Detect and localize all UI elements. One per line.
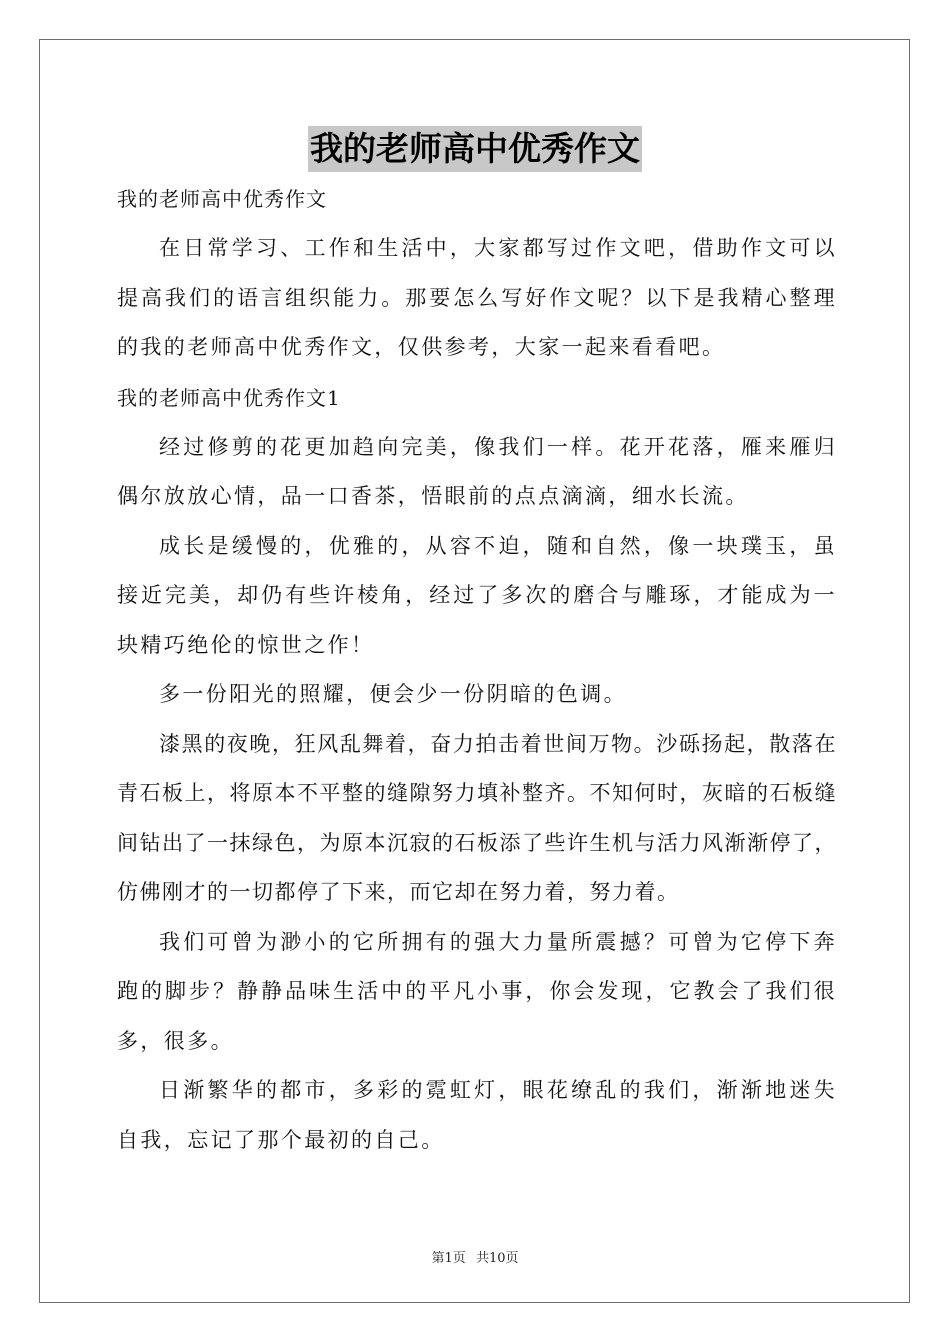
page-footer — [0, 1247, 950, 1266]
document-body — [117, 174, 837, 1165]
intro-paragraph: 在日常学习、工作和生活中，大家都写过作文吧，借助作文可以提高我们的语言组织能力。那要怎么写好作文呢？以下是我精心整理的我的老师高中优秀作文，仅供参考，大家一起来看看吧。 — [117, 236, 837, 359]
paragraph-4: 漆黑的夜晚，狂风乱舞着，奋力拍击着世间万物。沙砾扬起，散落在青石板上，将原本不平整的缝隙努力填补整齐。不知何时，灰暗的石板缝间钻出了一抹绿色，为原本沉寂的石板添了些许生机与活力风渐渐停了，仿佛刚才的一切都停了下来，而它却在努力着，努力着。 — [117, 731, 837, 904]
page-number: 第1页 — [431, 1251, 466, 1266]
paragraph-6: 日渐繁华的都市，多彩的霓虹灯，眼花缭乱的我们，渐渐地迷失自我，忘记了那个最初的自己。 — [117, 1078, 837, 1152]
title-container — [0, 126, 950, 172]
section-heading: 我的老师高中优秀作文1 — [117, 385, 341, 410]
paragraph-3: 多一份阳光的照耀，便会少一份阴暗的色调。 — [159, 682, 627, 706]
paragraph-5: 我们可曾为渺小的它所拥有的强大力量所震撼？可曾为它停下奔跑的脚步？静静品味生活中的平凡小事，你会发现，它教会了我们很多，很多。 — [117, 929, 837, 1053]
page-total: 共10页 — [475, 1251, 519, 1266]
paragraph-1: 经过修剪的花更加趋向完美，像我们一样。花开花落，雁来雁归偶尔放放心情，品一口香茶，悟眼前的点点滴滴，细水长流。 — [117, 434, 837, 508]
document-title: 我的老师高中优秀作文 — [308, 126, 642, 172]
document-subtitle: 我的老师高中优秀作文 — [117, 187, 327, 211]
paragraph-2: 成长是缓慢的，优雅的，从容不迫，随和自然，像一块璞玉，虽接近完美，却仍有些许棱角，经过了多次的磨合与雕琢，才能成为一块精巧绝伦的惊世之作！ — [117, 533, 837, 657]
